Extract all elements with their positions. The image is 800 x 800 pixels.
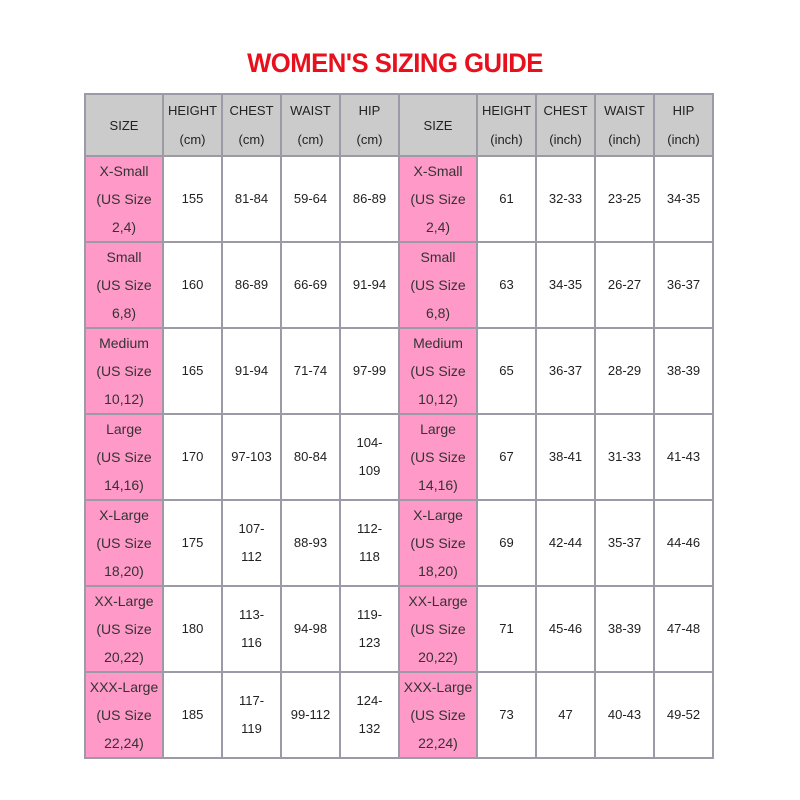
- size-label: [399, 586, 477, 672]
- size-label: [85, 414, 163, 500]
- size-label: [399, 672, 477, 758]
- measurement-chest-in-line: 32-33: [548, 191, 583, 206]
- measurement-hip-cm: [340, 328, 399, 414]
- measurement-waist-in: [595, 500, 654, 586]
- size-label: [399, 414, 477, 500]
- measurement-height-in-line: 71: [499, 621, 514, 636]
- size-label-line: 14,16): [104, 477, 144, 493]
- measurement-chest-cm-line: 97-103: [231, 449, 272, 464]
- measurement-waist-in: [595, 156, 654, 242]
- measurement-hip-in-line: 34-35: [666, 191, 701, 206]
- header-row: [85, 94, 713, 156]
- size-label-line: Large: [420, 421, 456, 437]
- measurement-hip-in-line: 47-48: [666, 621, 701, 636]
- measurement-hip-cm-line: 91-94: [352, 277, 387, 292]
- measurement-chest-cm: [222, 414, 281, 500]
- measurement-waist-in-line: 26-27: [607, 277, 642, 292]
- size-label-line: X-Small: [99, 163, 149, 179]
- measurement-chest-cm: [222, 586, 281, 672]
- measurement-height-cm-line: 160: [181, 277, 204, 292]
- measurement-height-in-line: 73: [499, 707, 514, 722]
- size-label: [85, 156, 163, 242]
- table-row: [85, 328, 713, 414]
- measurement-height-in: [477, 414, 536, 500]
- measurement-hip-cm-line: 97-99: [352, 363, 387, 378]
- column-header-line: HIP: [358, 103, 381, 118]
- measurement-chest-cm-line: 112: [241, 549, 262, 564]
- measurement-waist-cm-line: 94-98: [293, 621, 328, 636]
- measurement-chest-cm: [222, 242, 281, 328]
- measurement-hip-in: [654, 672, 713, 758]
- measurement-hip-cm-line: 119-: [356, 607, 383, 622]
- size-label: [85, 500, 163, 586]
- measurement-chest-cm: [222, 500, 281, 586]
- measurement-hip-in: [654, 414, 713, 500]
- size-label-line: (US Size: [96, 707, 152, 723]
- measurement-height-cm: [163, 586, 222, 672]
- measurement-chest-cm: [222, 672, 281, 758]
- measurement-hip-cm: [340, 672, 399, 758]
- size-label-line: (US Size: [410, 535, 466, 551]
- table-row: [85, 586, 713, 672]
- size-label: [399, 156, 477, 242]
- size-label: [85, 328, 163, 414]
- size-label-line: 6,8): [425, 305, 451, 321]
- column-header: [281, 94, 340, 156]
- size-label-line: Large: [106, 421, 142, 437]
- measurement-hip-in-line: 36-37: [666, 277, 701, 292]
- size-label-line: (US Size: [410, 277, 466, 293]
- measurement-hip-in: [654, 242, 713, 328]
- size-label-line: Small: [106, 249, 142, 265]
- size-label-line: XXX-Large: [89, 679, 159, 695]
- measurement-waist-cm: [281, 500, 340, 586]
- measurement-waist-in: [595, 586, 654, 672]
- measurement-chest-in-line: 47: [558, 707, 573, 722]
- measurement-chest-cm-line: 119: [241, 721, 262, 736]
- column-header: [654, 94, 713, 156]
- measurement-chest-in: [536, 156, 595, 242]
- size-label-line: Medium: [99, 335, 149, 351]
- measurement-waist-cm: [281, 586, 340, 672]
- size-label-line: X-Large: [99, 507, 149, 523]
- measurement-waist-in-line: 38-39: [607, 621, 642, 636]
- column-header: [595, 94, 654, 156]
- measurement-height-cm-line: 170: [181, 449, 204, 464]
- measurement-height-in-line: 67: [499, 449, 514, 464]
- measurement-chest-in-line: 42-44: [548, 535, 583, 550]
- size-label-line: (US Size: [410, 363, 466, 379]
- measurement-height-cm: [163, 242, 222, 328]
- table-row: [85, 500, 713, 586]
- size-label-line: 20,22): [418, 649, 458, 665]
- measurement-hip-cm: [340, 586, 399, 672]
- column-header-line: (inch): [667, 132, 700, 147]
- size-label-line: XXX-Large: [403, 679, 473, 695]
- size-label-line: (US Size: [96, 363, 152, 379]
- column-header-line: SIZE: [109, 117, 139, 133]
- size-label-line: 18,20): [418, 563, 458, 579]
- size-label-line: X-Small: [413, 163, 463, 179]
- measurement-waist-in-line: 40-43: [607, 707, 642, 722]
- measurement-hip-cm-line: 104-: [356, 435, 383, 450]
- measurement-chest-cm-line: 113-: [238, 607, 265, 622]
- measurement-hip-in-line: 41-43: [666, 449, 701, 464]
- size-label-line: 18,20): [104, 563, 144, 579]
- page-title: WOMEN'S SIZING GUIDE: [247, 48, 543, 78]
- size-label-line: (US Size: [410, 191, 466, 207]
- column-header-line: (cm): [238, 132, 265, 147]
- measurement-waist-cm-line: 99-112: [290, 707, 331, 722]
- measurement-height-in-line: 63: [499, 277, 514, 292]
- measurement-hip-cm-line: 118: [359, 549, 380, 564]
- table-row: [85, 672, 713, 758]
- measurement-height-cm-line: 180: [181, 621, 204, 636]
- measurement-waist-cm-line: 80-84: [293, 449, 328, 464]
- size-label-line: (US Size: [410, 707, 466, 723]
- measurement-hip-cm: [340, 156, 399, 242]
- measurement-waist-cm-line: 66-69: [293, 277, 328, 292]
- size-label-line: 22,24): [418, 735, 458, 751]
- size-label-line: 22,24): [104, 735, 144, 751]
- measurement-hip-in-line: 49-52: [666, 707, 701, 722]
- measurement-height-cm: [163, 328, 222, 414]
- column-header-line: WAIST: [604, 103, 645, 118]
- measurement-waist-in-line: 23-25: [607, 191, 642, 206]
- table-row: [85, 156, 713, 242]
- table-row: [85, 242, 713, 328]
- measurement-height-cm: [163, 500, 222, 586]
- size-label-line: 6,8): [111, 305, 137, 321]
- measurement-height-in-line: 65: [499, 363, 514, 378]
- size-label-line: (US Size: [96, 277, 152, 293]
- column-header: [536, 94, 595, 156]
- measurement-waist-in-line: 35-37: [607, 535, 642, 550]
- column-header: [163, 94, 222, 156]
- column-header: [477, 94, 536, 156]
- measurement-chest-in: [536, 242, 595, 328]
- measurement-hip-cm: [340, 242, 399, 328]
- measurement-waist-in-line: 31-33: [607, 449, 642, 464]
- measurement-chest-in-line: 34-35: [548, 277, 583, 292]
- measurement-hip-cm-line: 109: [358, 463, 381, 478]
- measurement-height-cm-line: 175: [181, 535, 204, 550]
- size-label: [399, 242, 477, 328]
- measurement-hip-cm-line: 112-: [356, 521, 383, 536]
- measurement-height-cm-line: 185: [181, 707, 204, 722]
- measurement-chest-in-line: 45-46: [548, 621, 583, 636]
- column-header-line: (inch): [549, 132, 582, 147]
- column-header: [222, 94, 281, 156]
- measurement-chest-in-line: 38-41: [548, 449, 583, 464]
- size-label-line: Medium: [413, 335, 463, 351]
- size-label-line: (US Size: [410, 449, 466, 465]
- size-label-line: 10,12): [418, 391, 458, 407]
- size-label-line: XX-Large: [94, 593, 154, 609]
- measurement-height-in: [477, 328, 536, 414]
- size-label: [399, 500, 477, 586]
- column-header-line: (inch): [490, 132, 523, 147]
- measurement-waist-in-line: 28-29: [607, 363, 642, 378]
- measurement-chest-in: [536, 500, 595, 586]
- measurement-height-in: [477, 156, 536, 242]
- measurement-chest-cm-line: 117-: [238, 693, 265, 708]
- measurement-height-in: [477, 672, 536, 758]
- measurement-height-cm: [163, 672, 222, 758]
- measurement-hip-in: [654, 156, 713, 242]
- measurement-hip-in: [654, 328, 713, 414]
- size-label-line: XX-Large: [408, 593, 468, 609]
- column-header-line: CHEST: [543, 103, 588, 118]
- measurement-hip-cm-line: 86-89: [352, 191, 387, 206]
- measurement-hip-cm: [340, 500, 399, 586]
- measurement-chest-in: [536, 586, 595, 672]
- measurement-chest-in-line: 36-37: [548, 363, 583, 378]
- column-header-line: WAIST: [290, 103, 331, 118]
- measurement-height-in-line: 69: [499, 535, 514, 550]
- measurement-hip-cm: [340, 414, 399, 500]
- size-label-line: 20,22): [104, 649, 144, 665]
- measurement-chest-cm-line: 91-94: [234, 363, 269, 378]
- table-body: [85, 156, 713, 758]
- column-header-line: HEIGHT: [481, 103, 532, 118]
- size-label: [85, 672, 163, 758]
- measurement-height-cm-line: 155: [181, 191, 204, 206]
- size-label-line: (US Size: [96, 449, 152, 465]
- measurement-waist-in: [595, 328, 654, 414]
- measurement-height-cm: [163, 156, 222, 242]
- size-label-line: 2,4): [111, 219, 137, 235]
- measurement-chest-cm: [222, 328, 281, 414]
- measurement-hip-in: [654, 586, 713, 672]
- size-label: [85, 586, 163, 672]
- size-label-line: (US Size: [96, 535, 152, 551]
- measurement-chest-in: [536, 328, 595, 414]
- measurement-hip-cm-line: 132: [358, 721, 381, 736]
- measurement-hip-in-line: 44-46: [666, 535, 701, 550]
- size-label-line: (US Size: [96, 191, 152, 207]
- measurement-waist-in: [595, 414, 654, 500]
- size-label: [399, 328, 477, 414]
- measurement-height-in: [477, 586, 536, 672]
- measurement-waist-cm-line: 59-64: [293, 191, 328, 206]
- size-label: [85, 242, 163, 328]
- size-label-line: 10,12): [104, 391, 144, 407]
- measurement-waist-cm: [281, 242, 340, 328]
- measurement-waist-cm-line: 88-93: [293, 535, 328, 550]
- measurement-waist-cm: [281, 672, 340, 758]
- measurement-height-in: [477, 242, 536, 328]
- measurement-hip-in: [654, 500, 713, 586]
- measurement-hip-cm-line: 123: [358, 635, 381, 650]
- column-header-line: (cm): [356, 132, 383, 147]
- measurement-waist-cm: [281, 328, 340, 414]
- measurement-waist-cm: [281, 414, 340, 500]
- column-header: [85, 94, 163, 156]
- measurement-chest-cm-line: 116: [241, 635, 262, 650]
- size-label-line: 14,16): [418, 477, 458, 493]
- measurement-chest-cm-line: 81-84: [234, 191, 269, 206]
- column-header-line: HEIGHT: [167, 103, 218, 118]
- measurement-height-in: [477, 500, 536, 586]
- measurement-waist-in: [595, 672, 654, 758]
- measurement-waist-cm: [281, 156, 340, 242]
- column-header-line: (inch): [608, 132, 641, 147]
- size-label-line: (US Size: [410, 621, 466, 637]
- measurement-chest-in: [536, 414, 595, 500]
- column-header-line: SIZE: [423, 117, 453, 133]
- column-header-line: (cm): [179, 132, 206, 147]
- size-label-line: 2,4): [425, 219, 451, 235]
- measurement-hip-in-line: 38-39: [666, 363, 701, 378]
- size-label-line: Small: [420, 249, 456, 265]
- size-label-line: X-Large: [413, 507, 463, 523]
- column-header: [399, 94, 477, 156]
- column-header-line: (cm): [297, 132, 324, 147]
- measurement-chest-cm-line: 107-: [238, 521, 265, 536]
- sizing-table: [84, 93, 714, 759]
- size-label-line: (US Size: [96, 621, 152, 637]
- measurement-height-cm-line: 165: [181, 363, 204, 378]
- table-row: [85, 414, 713, 500]
- measurement-waist-cm-line: 71-74: [293, 363, 328, 378]
- measurement-chest-cm: [222, 156, 281, 242]
- measurement-chest-in: [536, 672, 595, 758]
- measurement-waist-in: [595, 242, 654, 328]
- measurement-chest-cm-line: 86-89: [234, 277, 269, 292]
- column-header: [340, 94, 399, 156]
- column-header-line: CHEST: [229, 103, 274, 118]
- measurement-height-cm: [163, 414, 222, 500]
- column-header-line: HIP: [672, 103, 695, 118]
- measurement-hip-cm-line: 124-: [356, 693, 383, 708]
- measurement-height-in-line: 61: [499, 191, 514, 206]
